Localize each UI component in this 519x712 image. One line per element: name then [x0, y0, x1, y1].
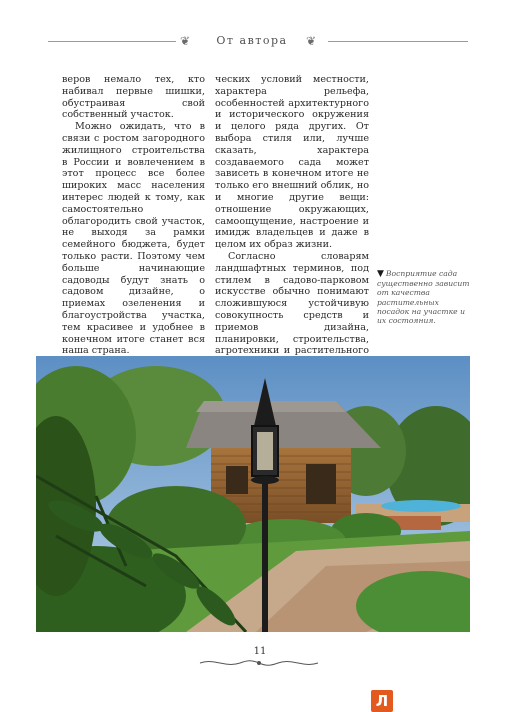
page-number: 11 [253, 646, 267, 657]
paragraph: Согласно словарям ландшафтных терминов, под стилем в садово-парковом искусстве обычно понимают сложившуюся устойчивую совокупность средств и приемов дизайна, планировки, строительства, агротехники и растительного [215, 250, 369, 357]
caption-marker-icon: ▼ [377, 269, 384, 279]
photo-caption [377, 269, 472, 325]
paragraph: ческих условий местности, характера рельефа, особенностей архитектурного и исторического окружения и целого ряда других. От выбора стиля или, лучше сказать, характера создаваемого сада может зависеть в конечном итоге не только его внешний облик, но и многие другие вещи: отношение окружающих, самоощущение, настроение и имидж владельцев и даже в целом их образ жизни. [215, 74, 369, 251]
garden-house-illustration [36, 356, 470, 632]
paragraph: Можно ожидать, что в связи с ростом загородного жилищного строительства в России и вовлечением в этот процесс все более широких масс населения интерес людей к тому, как самостоятельно облагородить свой участок, не выходя за рамки семейного бюджета, будет только расти. Поэтому чем больше начинающие садоводы будут знать о садовом дизайне, о приемах озеленения и благоустройства участка, тем красивее и удобнее в конечном итоге станет вся наша страна. [62, 121, 205, 357]
header-rule-right [328, 41, 468, 42]
garden-photo [36, 356, 470, 632]
header-ornament-right-icon: ❦ [306, 34, 317, 48]
header-rule-left [48, 41, 176, 42]
section-title: От автора [216, 34, 288, 47]
running-header [0, 30, 519, 54]
header-ornament-left-icon: ❦ [180, 34, 191, 48]
publisher-logo-icon: Л [371, 690, 393, 712]
caption-text: Восприятие сада существенно зависит от качества растительных посадок на участке и их состояния. [377, 269, 470, 326]
footer-ornament-icon [0, 656, 519, 670]
paragraph: веров немало тех, кто набивал первые шишки, обустраивая свой собственный участок. [62, 74, 205, 121]
